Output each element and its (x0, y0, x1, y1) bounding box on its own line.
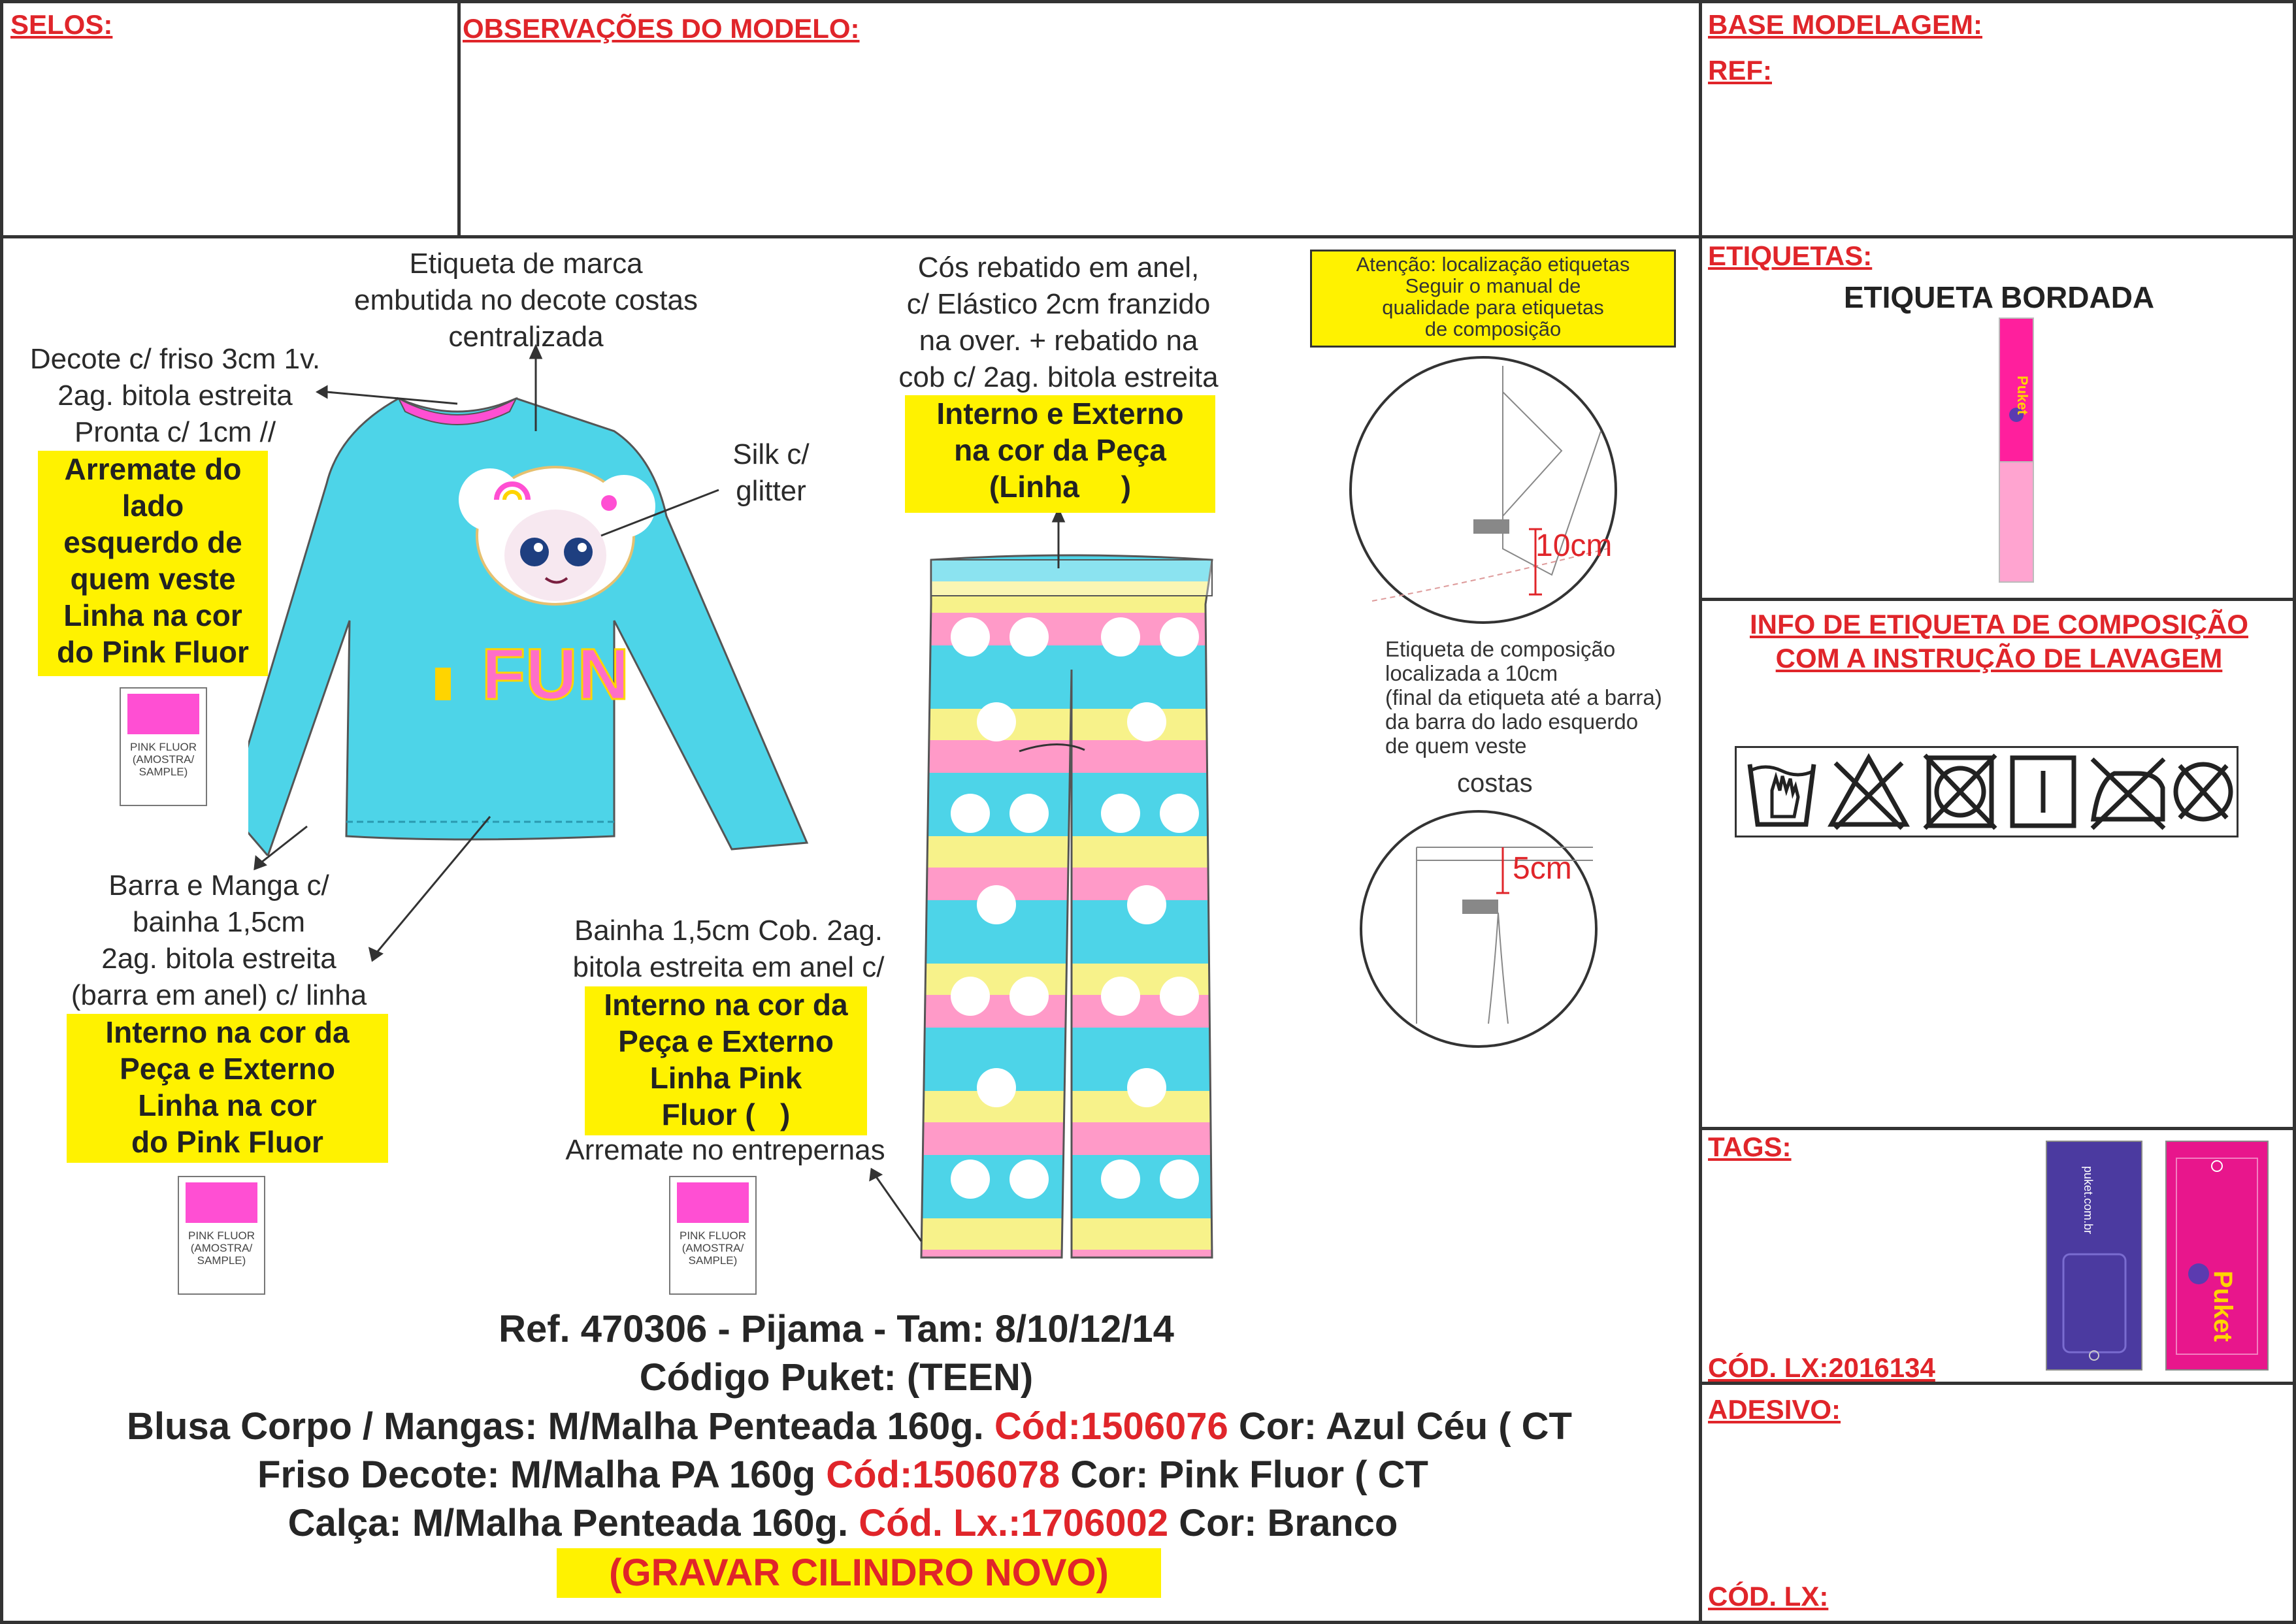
info-composicao-line2: COM A INSTRUÇÃO DE LAVAGEM (1775, 643, 2223, 674)
gravar-cilindro-highlight (557, 1548, 1161, 1598)
cos-line1: Cós rebatido em anel, (917, 252, 1200, 284)
bainha-highlight (585, 986, 867, 1135)
cos-highlight (905, 395, 1215, 513)
etiqueta-marca-line1: Etiqueta de marca (409, 248, 643, 280)
no-bleach-icon (1826, 751, 1911, 832)
swatch3-label-3: SAMPLE) (688, 1254, 738, 1267)
no-tumble-dry-icon (1921, 751, 1999, 832)
etiqueta-marca-note (320, 246, 732, 355)
barra-highlight (67, 1014, 388, 1163)
pink-fluor-color (186, 1182, 257, 1223)
decote-highlight-line2: esquerdo de (63, 525, 242, 559)
bainha-highlight-line2: Peça e Externo (618, 1024, 834, 1058)
swatch2-label-3: SAMPLE) (197, 1254, 246, 1267)
info-composicao-title (1702, 608, 2296, 675)
pink-fluor-swatch-3 (669, 1176, 757, 1295)
ref-line-4-text: Friso Decote: M/Malha PA 160g (257, 1453, 827, 1496)
swatch2-label-1: PINK FLUOR (188, 1229, 255, 1242)
arremate-note: Arremate no entrepernas (565, 1134, 885, 1166)
atencao-line1: Atenção: localização etiquetas (1356, 253, 1630, 276)
no-iron-icon (2086, 751, 2171, 832)
tag-brand-text: Puket (2208, 1271, 2237, 1342)
cod-lx-tags: CÓD. LX:2016134 (1708, 1352, 1935, 1383)
etiqueta-marca-line2: embutida no decote costas (354, 284, 698, 316)
atencao-line4: de composição (1424, 317, 1562, 340)
medida-5cm: 5cm (1513, 851, 1572, 886)
swatch3-label-2: (AMOSTRA/ (681, 1242, 744, 1254)
silk-line2: glitter (736, 475, 806, 507)
atencao-line3: qualidade para etiquetas (1382, 296, 1604, 319)
right-column-divider (1699, 0, 1702, 1624)
ref-line-5-code: Cód. Lx.:1706002 (859, 1502, 1169, 1544)
etiqueta-composicao-line2: localizada a 10cm (1385, 661, 1558, 685)
bainha-line1: Bainha 1,5cm Cob. 2ag. (574, 915, 883, 947)
composition-label-detail-circle (1346, 353, 1620, 627)
ref-line-4-color: Cor: Pink Fluor ( CT (1060, 1453, 1428, 1496)
costas-label: costas (1457, 769, 1533, 798)
etiqueta-composicao-line4: da barra do lado esquerdo (1385, 709, 1639, 734)
etiqueta-bordada-title: ETIQUETA BORDADA (1843, 280, 2155, 314)
right-divider-1 (1699, 235, 2296, 238)
cos-highlight-line2: na cor da Peça (954, 433, 1166, 467)
cos-note (862, 250, 1255, 396)
decote-line3: Pronta c/ 1cm // (74, 416, 276, 448)
swatch2-label-2: (AMOSTRA/ (190, 1242, 253, 1254)
ref-line-1: Ref. 470306 - Pijama - Tam: 8/10/12/14 (499, 1308, 1174, 1350)
etiqueta-composicao-line1: Etiqueta de composição (1385, 637, 1616, 661)
pink-fluor-color (677, 1182, 749, 1223)
hand-wash-icon (1746, 751, 1818, 832)
pink-fluor-swatch-2 (178, 1176, 265, 1295)
barra-highlight-line3: Linha na cor (138, 1088, 317, 1122)
barra-manga-line3: 2ag. bitola estreita (101, 943, 336, 975)
ref-line-5 (0, 1499, 1692, 1548)
selos-label: SELOS: (10, 9, 113, 40)
right-divider-3 (1699, 1127, 2296, 1130)
cos-line2: c/ Elástico 2cm franzido (906, 288, 1211, 320)
cos-highlight-line3: (Linha ) (989, 470, 1132, 504)
ref-line-5-color: Cor: Branco (1168, 1502, 1398, 1544)
ref-line-3-color: Cor: Azul Céu ( CT (1228, 1405, 1572, 1448)
bainha-line2: bitola estreita em anel c/ (572, 951, 885, 983)
decote-highlight-line4: Linha na cor (63, 598, 242, 632)
bainha-note (542, 913, 915, 986)
decote-highlight (38, 451, 268, 676)
ref-label: REF: (1708, 55, 1772, 86)
line-dry-icon (2007, 751, 2079, 832)
tag-blue-illustration (2045, 1140, 2143, 1372)
barra-highlight-line1: Interno na cor da (105, 1015, 350, 1049)
info-composicao-line1: INFO DE ETIQUETA DE COMPOSIÇÃO (1749, 609, 2249, 640)
etiqueta-composicao-line3: (final da etiqueta até a barra) (1385, 685, 1662, 709)
ref-line-2: Código Puket: (TEEN) (639, 1356, 1034, 1399)
cos-line3: na over. + rebatido na (919, 325, 1198, 357)
swatch-label-2: (AMOSTRA/ (132, 753, 195, 766)
shirt-print-text: FUN (481, 634, 630, 715)
tag-pink-illustration (2165, 1140, 2269, 1372)
ref-line-3-code: Cód:1506076 (994, 1405, 1228, 1448)
decote-highlight-line3: quem veste (70, 562, 236, 596)
etiqueta-marca-line3: centralizada (448, 321, 604, 353)
no-dry-clean-icon (2171, 751, 2236, 832)
barra-manga-line1: Barra e Manga c/ (108, 869, 329, 901)
swatch-label-1: PINK FLUOR (129, 741, 197, 753)
back-label-detail-circle (1358, 808, 1599, 1050)
atencao-box (1310, 250, 1676, 348)
barra-highlight-line4: do Pink Fluor (131, 1125, 323, 1159)
decote-highlight-line1: Arremate do lado (64, 452, 242, 523)
barra-manga-note (26, 868, 412, 1014)
silk-line1: Silk c/ (732, 438, 810, 470)
tags-label: TAGS: (1708, 1131, 1792, 1162)
cod-lx-adesivo: CÓD. LX: (1708, 1581, 1829, 1612)
silk-note (709, 436, 833, 510)
cos-line4: cob c/ 2ag. bitola estreita (898, 361, 1219, 393)
tag-site-text: puket.com.br (2082, 1166, 2095, 1235)
bainha-highlight-line3: Linha Pink (649, 1061, 802, 1095)
ref-line-4-code: Cód:1506078 (826, 1453, 1060, 1496)
ref-line-3-text: Blusa Corpo / Mangas: M/Malha Penteada 160g. (127, 1405, 994, 1448)
decote-line1: Decote c/ friso 3cm 1v. (29, 343, 321, 375)
ref-line-5-text: Calça: M/Malha Penteada 160g. (287, 1502, 859, 1544)
barra-manga-line4: (barra em anel) c/ linha (71, 979, 367, 1011)
decote-highlight-line5: do Pink Fluor (57, 635, 249, 669)
swatch-label-3: SAMPLE) (139, 766, 188, 778)
base-modelagem-label: BASE MODELAGEM: (1708, 9, 1982, 40)
bainha-highlight-line4: Fluor ( ) (661, 1097, 791, 1131)
observacoes-label: OBSERVAÇÕES DO MODELO: (463, 13, 860, 44)
cos-highlight-line1: Interno e Externo (936, 397, 1184, 430)
barra-highlight-line2: Peça e Externo (120, 1052, 335, 1086)
adesivo-label: ADESIVO: (1708, 1394, 1841, 1425)
ref-line-3 (0, 1403, 1699, 1451)
barra-manga-line2: bainha 1,5cm (132, 906, 306, 938)
gravar-cilindro-text: (GRAVAR CILINDRO NOVO) (609, 1551, 1109, 1594)
decote-line2: 2ag. bitola estreita (57, 380, 293, 412)
atencao-line2: Seguir o manual de (1405, 274, 1581, 297)
decote-note (5, 341, 345, 451)
brand-logo-text: Puket (2014, 376, 2031, 415)
medida-10cm: 10cm (1535, 528, 1613, 563)
ref-line-4 (0, 1451, 1692, 1499)
etiqueta-composicao-note (1385, 637, 1662, 758)
brand-label-illustration (1998, 317, 2035, 585)
right-divider-2 (1699, 598, 2296, 601)
etiqueta-composicao-line5: de quem veste (1385, 734, 1527, 758)
swatch3-label-1: PINK FLUOR (679, 1229, 747, 1242)
bainha-highlight-line1: Interno na cor da (604, 988, 848, 1022)
etiquetas-label: ETIQUETAS: (1708, 240, 1873, 271)
